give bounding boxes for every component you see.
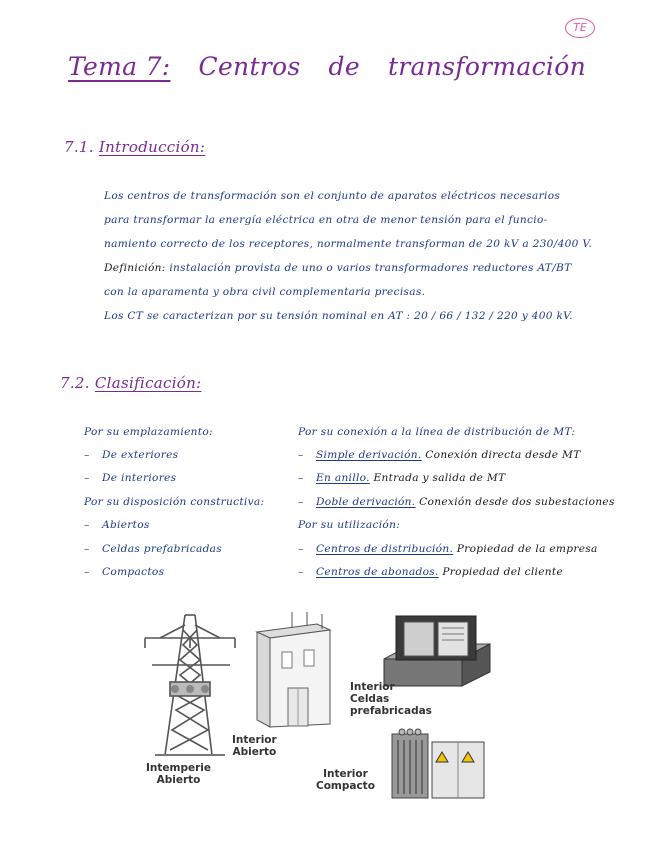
left-heading-emplazamiento: Por su emplazamiento: (84, 426, 213, 438)
section2-heading (60, 374, 201, 392)
right-heading-conexion: Por su conexión a la línea de distribución de MT: (298, 426, 576, 438)
list-item: – De exteriores (84, 449, 179, 461)
list-item: – Celdas prefabricadas (84, 543, 223, 555)
intro-line-2: para transformar la energía eléctrica en otra de menor tensión para el funcio- (104, 214, 548, 226)
definition-label: Definición: (104, 262, 166, 274)
title-word-transformacion: transformación (387, 52, 586, 81)
list-item: – Simple derivación. Conexión directa desde MT (298, 449, 581, 461)
right-heading-utilizacion: Por su utilización: (298, 519, 401, 531)
definition-text: instalación provista de uno o varios transformadores reductores AT/BT (165, 262, 572, 274)
caption-interior-compacto: Interior Compacto (316, 768, 375, 792)
intro-line-5: con la aparamenta y obra civil complementaria precisas. (104, 286, 426, 298)
page-title (68, 52, 586, 81)
interior-open-building-illustration (252, 612, 334, 730)
intro-line-3: namiento correcto de los receptores, normalmente transforman de 20 kV a 230/400 V. (104, 238, 593, 250)
list-item: – De interiores (84, 472, 177, 484)
outdoor-pylon-illustration (140, 610, 240, 760)
title-word-de: de (328, 52, 360, 81)
intro-line-6: Los CT se caracterizan por su tensión nominal en AT : 20 / 66 / 132 / 220 y 400 kV. (104, 310, 573, 322)
list-item: – En anillo. Entrada y salida de MT (298, 472, 506, 484)
list-item: – Centros de distribución. Propiedad de la empresa (298, 543, 598, 555)
page-badge: TE (565, 18, 595, 38)
title-tema: Tema 7: (68, 52, 171, 81)
section2-number: 7.2. (60, 374, 90, 392)
left-heading-disposicion: Por su disposición constructiva: (84, 496, 265, 508)
section1-number: 7.1. (64, 138, 94, 156)
compact-transformer-illustration (388, 726, 488, 804)
intro-line-1: Los centros de transformación son el conjunto de aparatos eléctricos necesarios (104, 190, 561, 202)
caption-interior-celdas: Interior Celdas prefabricadas (350, 681, 432, 717)
section2-title: Clasificación: (94, 374, 202, 392)
list-item: – Abiertos (84, 519, 150, 531)
title-word-centros: Centros (198, 52, 301, 81)
list-item: – Compactos (84, 566, 165, 578)
intro-line-4 (104, 262, 614, 274)
caption-interior-abierto: Interior Abierto (232, 734, 277, 758)
list-item: – Doble derivación. Conexión desde dos subestaciones (298, 496, 615, 508)
section1-heading (64, 138, 205, 156)
section1-title: Introducción: (98, 138, 206, 156)
caption-intemperie-abierto: Intemperie Abierto (146, 762, 211, 786)
list-item: – Centros de abonados. Propiedad del cliente (298, 566, 564, 578)
prefab-cells-illustration (382, 614, 492, 690)
